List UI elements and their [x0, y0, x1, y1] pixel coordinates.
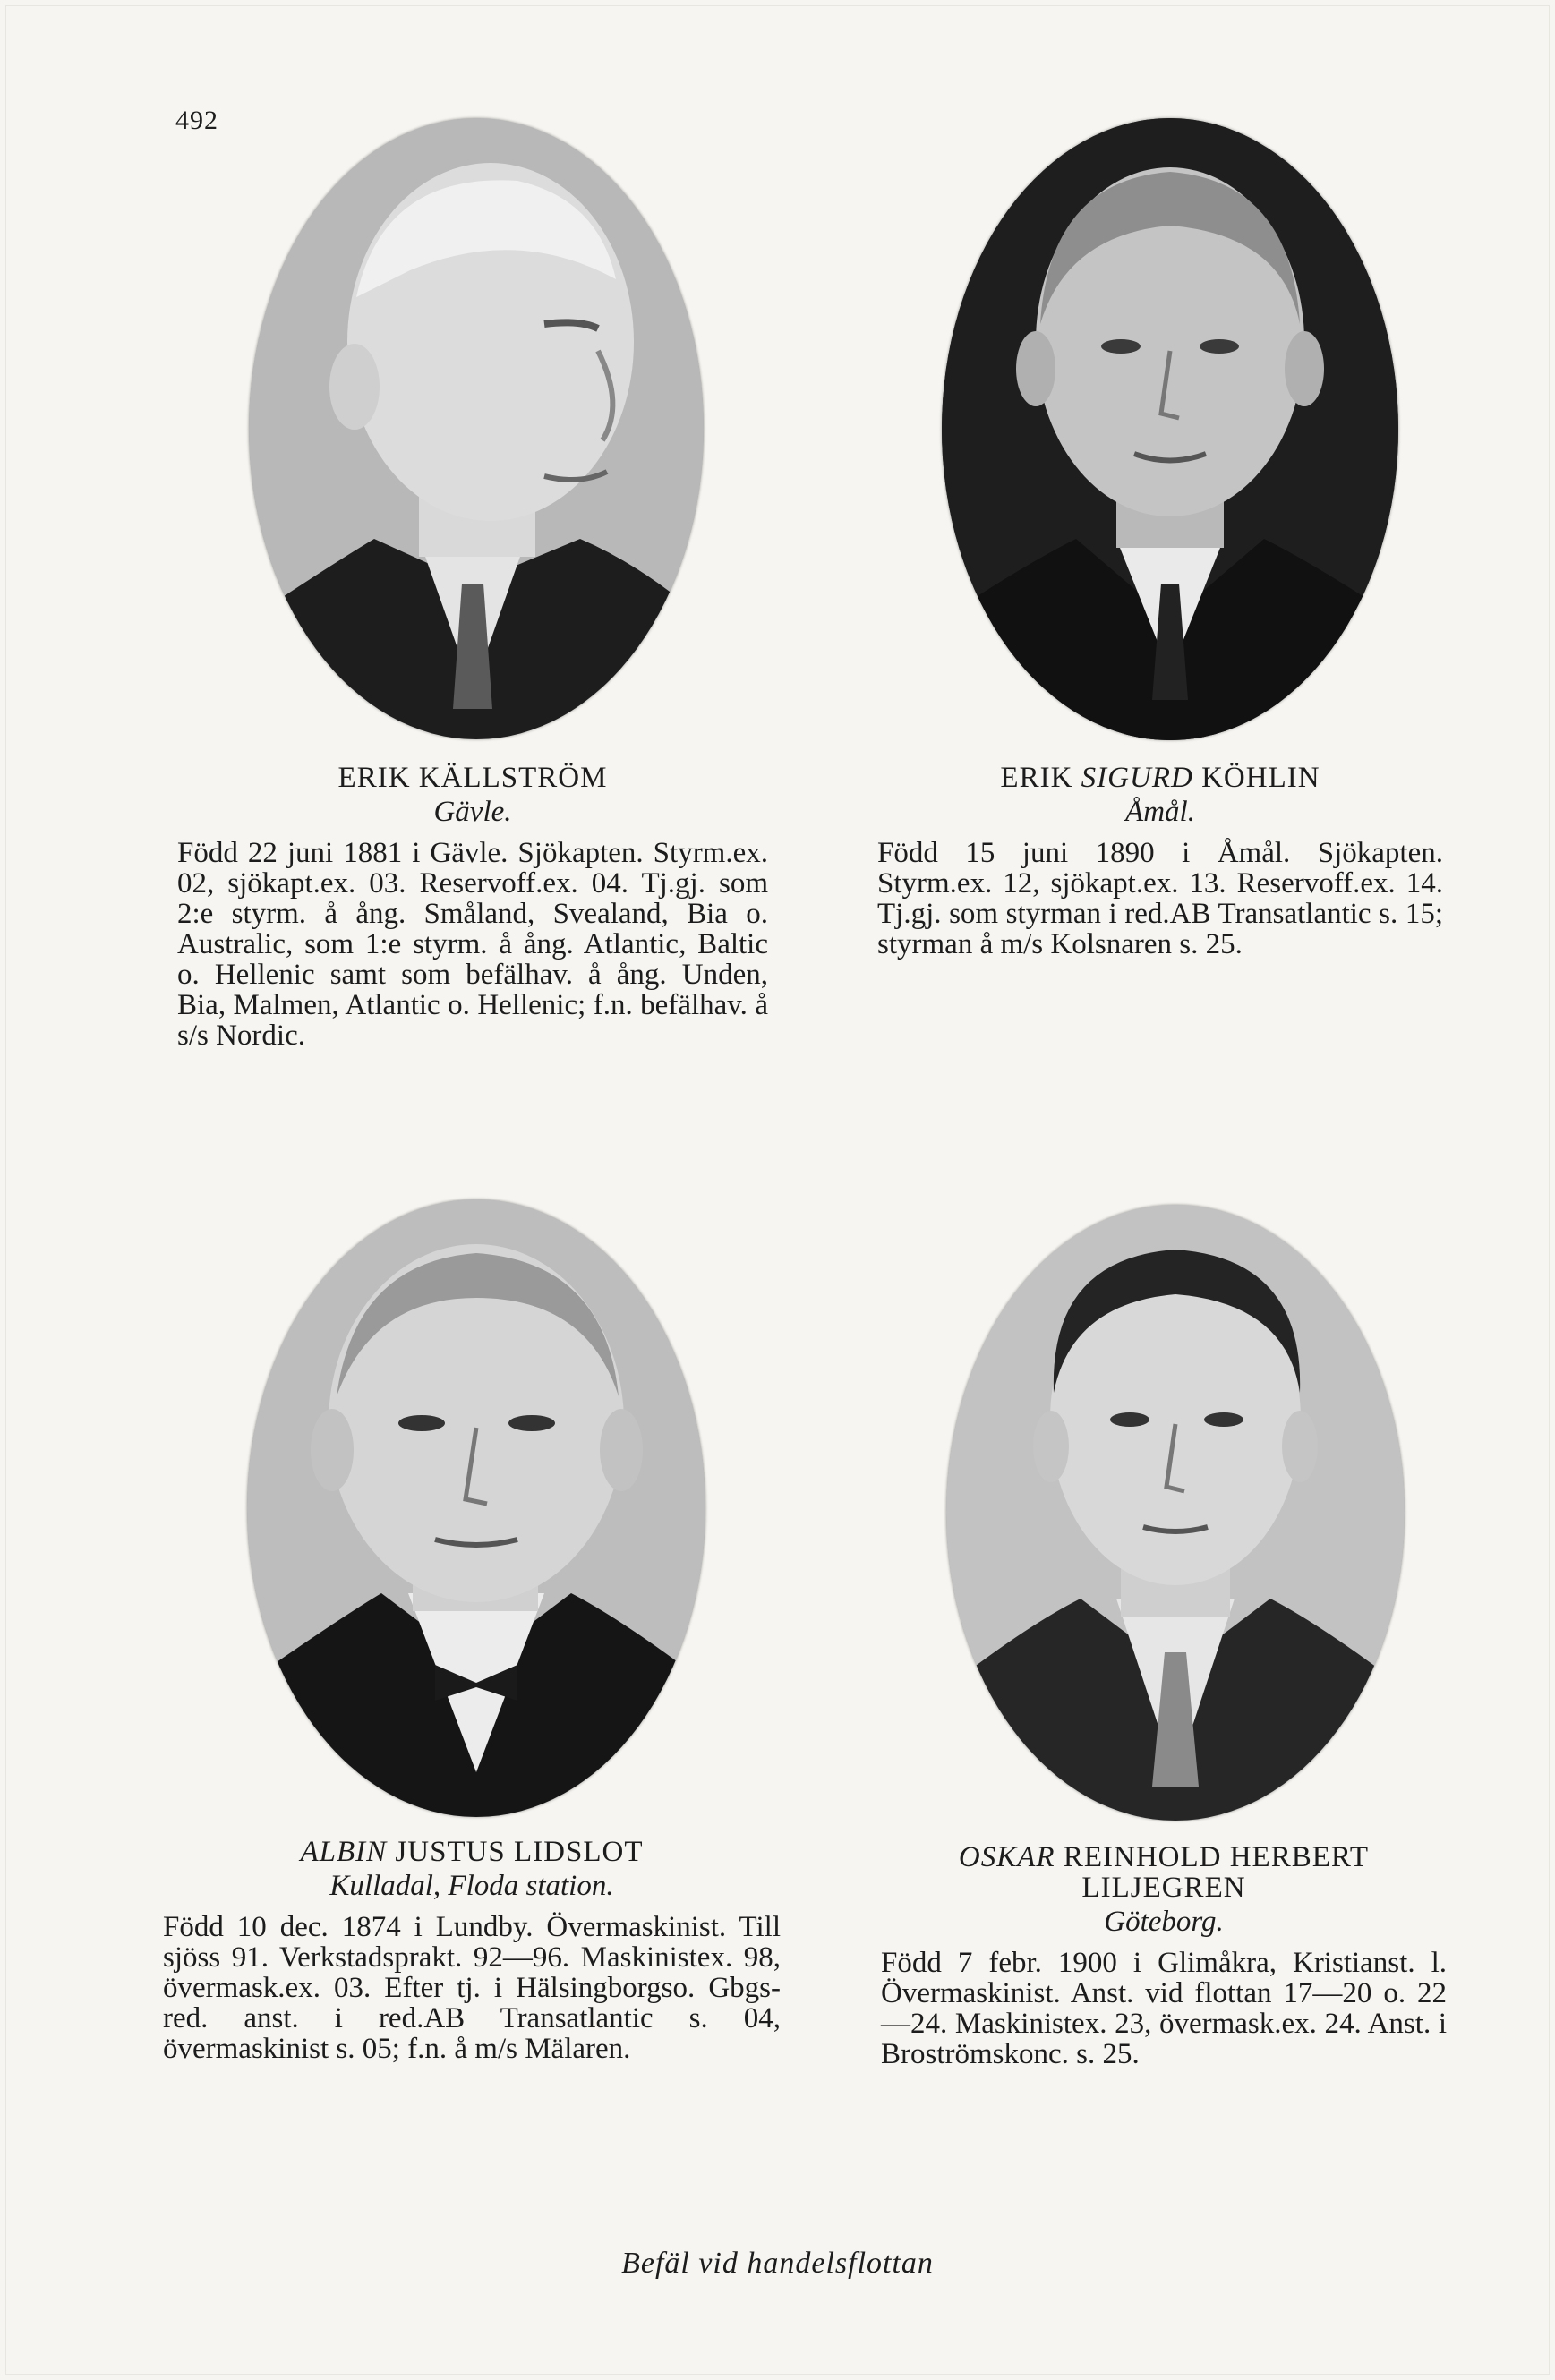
entry-place: Kulladal, Floda station.	[329, 1870, 614, 1902]
portrait-erik-kallstrom	[249, 118, 704, 739]
entry-place: Göteborg.	[1104, 1906, 1224, 1938]
portrait-albin-justus-lidslot	[247, 1199, 705, 1817]
entry-name-rest: KÖHLIN	[1192, 762, 1320, 794]
running-footer: Befäl vid handelsflottan	[621, 2247, 934, 2280]
entry-name-first: ERIK	[1000, 762, 1081, 794]
entry-biography: Född 7 febr. 1900 i Glimåkra, Kristianst. l. Övermaskinist. Anst. vid flottan 17—20 o. 22—24. Maskinistex. 23, övermask.ex. 24. Anst. i Broströmskonc. s. 25.	[881, 1947, 1447, 2070]
portrait-erik-sigurd-kohlin	[942, 118, 1398, 740]
entry-name	[163, 1837, 781, 1867]
entry-name-rest: JUSTUS LIDSLOT	[387, 1836, 644, 1868]
entry-biography: Född 15 juni 1890 i Åmål. Sjökapten. Styrm.ex. 12, sjökapt.ex. 13. Reservoff.ex. 14. Tj.gj. som styrman i red.AB Transatlantic s. 15; styrman å m/s Kolsnaren s. 25.	[877, 837, 1443, 960]
entry-place: Gävle.	[433, 796, 512, 828]
entry-oskar-liljegren	[881, 1842, 1447, 2069]
entry-erik-sigurd-kohlin	[877, 763, 1443, 960]
entry-name-rest: REINHOLD HERBERT	[1055, 1841, 1370, 1873]
entry-name-called: ALBIN	[300, 1836, 388, 1868]
entry-erik-kallstrom	[177, 763, 768, 1051]
entry-biography: Född 10 dec. 1874 i Lundby. Övermaskinist. Till sjöss 91. Verkstadsprakt. 92—96. Maskinistex. 98, övermask.ex. 03. Efter tj. i Hälsingborgso. Gbgs-red. anst. i red.AB Transatlantic s. 04, övermaskinist s. 05; f.n. å m/s Mälaren.	[163, 1911, 781, 2065]
entry-name-line2: LILJEGREN	[1081, 1872, 1246, 1904]
entry-biography: Född 22 juni 1881 i Gävle. Sjökapten. Styrm.ex. 02, sjökapt.ex. 03. Reservoff.ex. 04. Tj.gj. som 2:e styrm. å ång. Småland, Svealand, Bia o. Australic, som 1:e styrm. å ång. Atlantic, Baltic o. Hellenic samt som befälhav. å ång. Unden, Bia, Malmen, Atlantic o. Hellenic; f.n. befälhav. å s/s Nordic.	[177, 837, 768, 1052]
entry-name	[881, 1842, 1447, 1872]
portrait-oskar-liljegren	[946, 1205, 1405, 1821]
entry-place: Åmål.	[1125, 796, 1195, 828]
entry-name-called: SIGURD	[1081, 762, 1193, 794]
entry-name-called: OSKAR	[958, 1841, 1055, 1873]
page-number: 492	[175, 106, 218, 135]
entry-name: ERIK KÄLLSTRÖM	[337, 762, 608, 794]
entry-albin-justus-lidslot	[163, 1837, 781, 2064]
entry-name	[877, 763, 1443, 793]
